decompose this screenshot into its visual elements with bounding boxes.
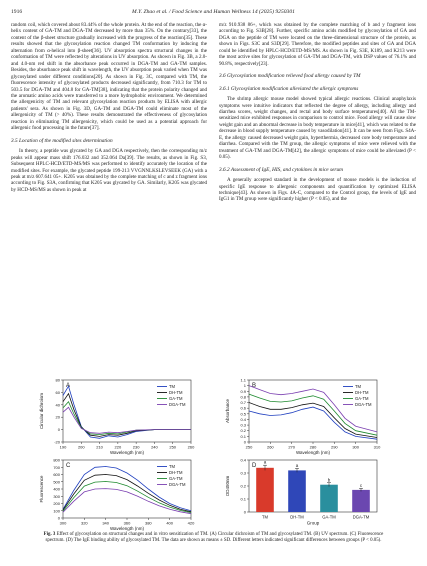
y-tick-label: 0: [57, 427, 60, 433]
legend-label: TM: [355, 384, 362, 389]
x-tick-label: 300: [59, 520, 67, 526]
x-tick-label: DGA-TM: [352, 514, 370, 520]
y-tick-label: 0: [243, 439, 246, 445]
x-tick-label: 210: [96, 444, 103, 450]
x-axis-label: Wavelength (nm): [109, 450, 145, 455]
y-tick-label: 80: [55, 377, 60, 383]
x-tick-label: 310: [373, 444, 381, 450]
x-tick-label: GA-TM: [322, 514, 336, 520]
y-tick-label: 20: [55, 414, 60, 420]
x-tick-label: 360: [123, 520, 131, 526]
y-tick-label: 0.2: [240, 483, 246, 489]
x-tick-label: 260: [266, 444, 274, 450]
x-tick-label: 420: [187, 520, 195, 526]
y-tick-label: 0.5: [240, 411, 246, 417]
section-heading: 3.6.2 Assessment of IgE, HIS, and cytokines in mice serum: [219, 166, 343, 173]
section-heading: 3.6 Glycosylation modification relieved food allergy caused by TM: [219, 73, 361, 80]
series-line: [63, 407, 191, 433]
x-tick-label: 260: [187, 444, 195, 450]
y-tick-label: 600: [53, 472, 60, 477]
x-axis-label: Group: [306, 520, 320, 526]
x-tick-label: DH-TM: [290, 514, 304, 520]
y-axis-label: Fluorescence: [39, 475, 44, 503]
y-axis-label: Circular dichroism: [39, 392, 44, 430]
y-tick-label: 0.1: [240, 496, 246, 502]
y-axis-label: Absorbance: [225, 398, 230, 424]
y-tick-label: 300: [53, 493, 60, 499]
y-tick-label: 700: [53, 464, 60, 470]
series-line: [249, 403, 377, 438]
y-tick-label: 500: [53, 479, 60, 485]
x-tick-label: 200: [77, 444, 85, 450]
journal-citation: M.Y. Zhao et al. / Food Science and Human Wellness 14 (2025) 9250301: [132, 9, 295, 15]
legend-label: DGA-TM: [169, 482, 186, 487]
y-tick-label: 60: [55, 389, 60, 395]
section-heading: 3.6.1 Glycosylation modification alleviated the allergic symptoms: [219, 85, 359, 92]
x-tick-label: 320: [80, 520, 88, 526]
caption-text: Effect of glycosylation on structural changes and in vitro sensitization of TM. (A) Circular dichroism of TM and glycosylated TM. (B) UV spectrum. (C) Fluorescence spectrum. (D) The IgE binding ability of glycosylated TM. The data are shown as means ± SD. Different letters indicated significant differences between groups (P < 0.05).: [45, 532, 384, 544]
bar: [320, 485, 338, 512]
significance-letter: a: [295, 462, 299, 468]
y-tick-label: 40: [55, 402, 60, 408]
x-tick-label: 250: [169, 444, 177, 450]
left-column: [11, 22, 207, 193]
x-tick-label: 190: [59, 444, 67, 450]
y-tick-label: -20: [54, 439, 60, 445]
y-tick-label: 100: [53, 508, 60, 514]
significance-letter: b: [327, 477, 331, 483]
x-tick-label: 250: [245, 444, 253, 450]
y-tick-label: 0: [243, 509, 246, 515]
y-tick-label: 0.7: [240, 400, 246, 406]
y-tick-label: 0.2: [240, 428, 246, 434]
figure-3-panels: [11, 372, 416, 532]
x-tick-label: 380: [144, 520, 152, 526]
legend-label: DH-TM: [169, 470, 183, 475]
bar: [256, 468, 274, 512]
x-tick-label: 280: [309, 444, 317, 450]
significance-letter: c: [359, 482, 363, 488]
x-tick-label: TM: [261, 514, 269, 520]
section-heading: 3.5 Location of the modified sites determination: [11, 137, 113, 144]
legend-label: GA-TM: [169, 396, 183, 401]
y-tick-label: 0.6: [240, 405, 246, 411]
x-axis-label: Wavelength (nm): [295, 450, 331, 455]
legend-label: TM: [169, 384, 176, 389]
x-tick-label: 230: [132, 444, 140, 450]
y-tick-label: 0.4: [240, 457, 246, 463]
x-tick-label: 340: [102, 520, 110, 526]
y-axis-label: OD450nm: [225, 475, 230, 497]
legend-label: DGA-TM: [355, 402, 372, 407]
y-tick-label: 0.8: [240, 394, 246, 400]
panel-letter: C: [66, 463, 71, 469]
y-tick-label: 400: [53, 486, 60, 492]
y-tick-label: 0.9: [240, 388, 246, 394]
right-column: [219, 22, 416, 203]
y-tick-label: 0.1: [240, 433, 246, 439]
y-tick-label: 0.3: [240, 422, 246, 428]
legend-label: GA-TM: [355, 396, 369, 401]
y-tick-label: 200: [53, 501, 60, 506]
figure-3: [11, 372, 416, 532]
bar: [352, 490, 370, 512]
page-header: [11, 9, 416, 19]
series-line: [63, 489, 191, 514]
x-tick-label: 290: [330, 444, 338, 450]
panel-letter: B: [252, 383, 257, 389]
legend-label: TM: [169, 464, 176, 469]
y-tick-label: 0.3: [240, 470, 246, 476]
figure-caption: [40, 532, 387, 544]
x-tick-label: 300: [352, 444, 360, 450]
y-tick-label: 0.4: [240, 416, 246, 422]
x-tick-label: 240: [151, 444, 158, 450]
paragraph: In theory, a peptide was glycated by GA and DGA respectively, then the corresponding m/z peaks will appear mass shift 176.032 and 352.064 Da[39]. The results, as shown in Fig. S3, Subsequent HPLC-HCD/ETD-MS/MS was performed to identify accurately the location of the modified sites. For example, the glycated peptide 199-213 VVGNNLKSLEVSEEK (GA) with a peak at m/z 607.641 05+. K205 was obtained by the complete matching of c and z fragment ions according to Fig. S3A, confirming that K205 was glycated by GA. Similarly, K205 was glycated by HCD-MS/MS as shown in peak at: [11, 148, 207, 193]
paragraph: random coil, which covered about 83.44% of the whole protein. At the end of the reaction, the α-helix content of GA-TM and DGA-TM decreased by more than 35%. On the contrary[33], the content of the β-sheet structure gradually increased with the progress of the reaction[35]. These results showed that the glycosylation reaction changed TM conformation by inducing the alternation from α-helical into β-sheet[36]. UV absorption spectra structural changes in the conformation of TM were reflected by alterations in UV absorption. As shown in Fig. 3B, a 2.0- and 4.0-nm red shift in the absorbance peak occurred in DGA-TM and GA-TM samples. Besides, the absorbance peak shift in wavelength, the UV absorption peak varied when TM was glycosylated under different conditions[20]. As shown in Fig. 3C, compared with TM, the fluorescence intensity of glycosylated products decreased significantly, from 710.3 for TM to 503.5 for DGA-TM and 404.8 for GA-TM[38], indicating that the protein polarity changed and the aromatic amino acids were transferred to a more hydrophobic environment. We determined the allergenicity of TM and relevant glycosylation reaction products by ELISA with allergic patients' sera. As shown in Fig. 3D, GA-TM and DGA-TM could eliminate most of the allergenicity of TM (> 40%). These results demonstrated the effectiveness of glycosylation reaction in eliminating TM allergenicity, which could be used as a potential approach for allergenic food processing in the future[37].: [11, 22, 207, 132]
page-number: 1916: [11, 9, 23, 15]
caption-label: Fig. 3: [43, 532, 56, 537]
significance-letter: a: [263, 459, 267, 465]
y-tick-label: 1.1: [240, 377, 246, 383]
x-tick-label: 400: [166, 520, 174, 526]
paragraph: A generally accepted standard in the development of mouse models is the induction of specific IgE response to allergenic components and quantification by optimized ELISA technique[43]. As shown in Figs. 4A-C, compared to the Control group, the levels of IgE and IgG1 in TM group were significantly higher (P < 0.05), and the: [219, 177, 416, 203]
paragraph: The shrimp allergic mouse model showed typical allergic reactions. Clinical anaphylaxis symptoms were intuitive indicators that reflected the degree of allergy, including allergy and diarrhea scores, weight changes, and rectal and body surface temperatures[40]. All the TM-sensitized mice exhibited responses in comparison to control mice. Food allergy will cause slow weight gain and an abnormal decrease in body temperature in mice[41], which was related to the decrease in blood supply temperature caused by vasodilation[41]. It can be seen from Figs. S4A-E, the allergy caused decreased weight gain, hyperthermia, decreased core body temperature and diarrhea. Compared with the TM group, the allergic symptoms of mice were relieved with the treatment of GA-TM and DGA-TM[42], the allergic symptoms of mice could be alleviated (P < 0.05).: [219, 96, 416, 161]
panel-letter: D: [252, 463, 257, 469]
y-tick-label: 1: [243, 383, 246, 389]
legend-label: DH-TM: [355, 390, 369, 395]
x-tick-label: 270: [288, 444, 296, 450]
bar: [288, 470, 306, 512]
legend-label: DH-TM: [169, 390, 183, 395]
x-axis-label: Wavelength (nm): [109, 526, 145, 531]
panel-letter: A: [66, 383, 71, 389]
y-tick-label: 800: [53, 457, 60, 463]
legend-label: GA-TM: [169, 476, 183, 481]
paragraph: m/z 910.938 86+, which was obtained by the complete matching of b and y fragment ions according to Fig. S3B[28]. Further, specific amino acids modified by glycosylation of GA and DGA on the peptide of TM were located on the three-dimensional structure of the protein, as shown in Figs. S3C and S3D[29]. Therefore, the modified peptides and sites of GA and DGA could be identified by HPLC-HCD/ETD-MS/MS. As shown in Fig. S3E, K189, and K213 were the most active sites for glycosylation of GA-TM and DGA-TM, with DSP values of 76.1% and 90.8%, respectively[23].: [219, 22, 416, 67]
legend-label: DGA-TM: [169, 402, 186, 407]
y-tick-label: 0: [57, 515, 60, 521]
x-tick-label: 220: [114, 444, 122, 450]
